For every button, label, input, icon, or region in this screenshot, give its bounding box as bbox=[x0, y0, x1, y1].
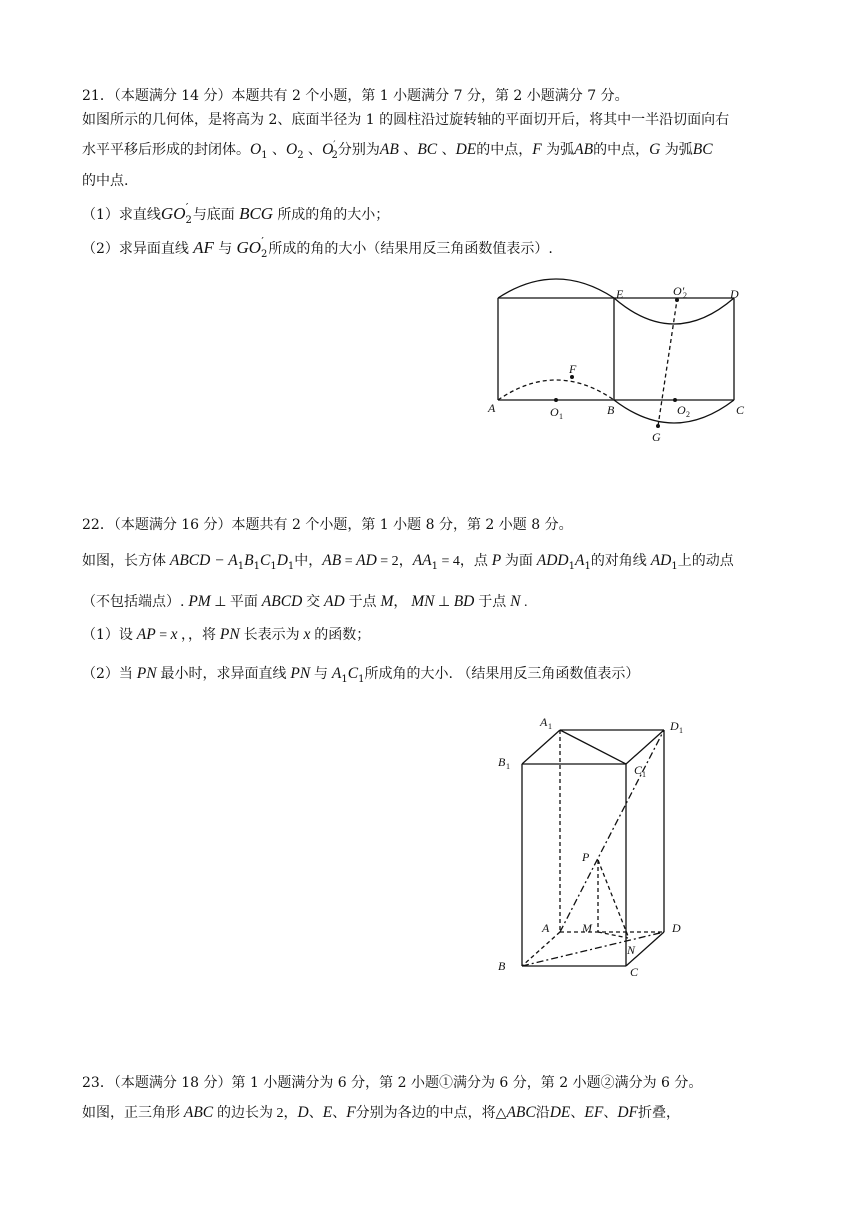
svg-text:2: 2 bbox=[686, 410, 690, 419]
q21-label-O1: O bbox=[550, 405, 559, 419]
q21-label-E: E bbox=[616, 287, 624, 301]
q22-paragraph-line-2: （不包括端点）. PM ⊥ 平面 ABCD 交 AD 于点 M， MN ⊥ BD 于点 N . bbox=[82, 593, 528, 610]
q22-figure bbox=[490, 708, 700, 988]
q21-dashed-GO2prime bbox=[658, 300, 677, 426]
q21-label-D: D bbox=[730, 287, 739, 301]
q22-label-C1: C bbox=[634, 763, 643, 777]
q21-label-A: A bbox=[488, 401, 496, 415]
q22-label-D1: D bbox=[670, 719, 679, 733]
q21-label-F: F bbox=[569, 362, 577, 376]
svg-text:1: 1 bbox=[559, 412, 563, 421]
q22-subquestion-2: （2）当 PN 最小时，求异面直线 PN 与 $A_1C_1$所成角的大小. （结果用反三角函数值表示） bbox=[82, 665, 640, 685]
q21-number: 21． bbox=[82, 88, 114, 104]
q21-header: 21．（本题满分 14 分）本题共有 2 个小题，第 1 小题满分 7 分，第 2 小题满分 7 分。 bbox=[82, 88, 629, 104]
q22-label-C: C bbox=[630, 965, 639, 979]
q21-subquestion-2: （2）求异面直线 AF 与 $GO_2'$ 所成的角的大小（结果用反三角函数值表示）. bbox=[82, 235, 553, 260]
q21-left-hidden-arc bbox=[498, 380, 614, 400]
q21-label-B: B bbox=[607, 403, 615, 417]
q22-paragraph-line-1: 如图，长方体 ABCD − $A_1B_1C_1D_1$中，AB = AD = 2，$AA_1 = 4$，点 P 为面 $ADD_1A_1$的对角线 $AD_1$上的动点 bbox=[82, 552, 734, 572]
q21-label-O2prime: O′ bbox=[673, 284, 685, 298]
svg-text:1: 1 bbox=[679, 726, 683, 735]
q23-number: 23． bbox=[82, 1075, 114, 1091]
q21-subquestion-1: （1）求直线$GO_2'$ 与底面 BCG 所成的角的大小； bbox=[82, 201, 390, 226]
q22-number: 22． bbox=[82, 517, 114, 533]
svg-text:1: 1 bbox=[642, 770, 646, 779]
q21-figure bbox=[480, 278, 760, 448]
q22-label-B: B bbox=[498, 959, 506, 973]
svg-text:1: 1 bbox=[506, 762, 510, 771]
q22-label-P: P bbox=[582, 850, 590, 864]
q22-label-B1: B bbox=[498, 755, 506, 769]
q21-right-bottom-arc bbox=[614, 400, 734, 423]
q23-header: 23．（本题满分 18 分）第 1 小题满分为 6 分，第 2 小题①满分为 6 分，第 2 小题②满分为 6 分。 bbox=[82, 1075, 703, 1091]
q21-paragraph-line-3: 的中点. bbox=[82, 173, 129, 189]
q22-header: 22．（本题满分 16 分）本题共有 2 个小题，第 1 小题 8 分，第 2 小题 8 分。 bbox=[82, 517, 573, 533]
q21-left-top-arc bbox=[498, 279, 614, 298]
svg-text:1: 1 bbox=[548, 722, 552, 731]
q22-label-A: A bbox=[542, 921, 550, 935]
q21-label-O2: O bbox=[677, 403, 686, 417]
q22-label-N: N bbox=[627, 943, 636, 957]
q21-label-G: G bbox=[652, 430, 661, 444]
q22-label-M: M bbox=[582, 921, 592, 935]
q23-paragraph-line-1: 如图，正三角形 ABC 的边长为 2，D、E、F分别为各边的中点，将△ABC沿DE、EF、DF折叠， bbox=[82, 1104, 681, 1121]
q21-paragraph-line-1: 如图所示的几何体，是将高为 2、底面半径为 1 的圆柱沿过旋转轴的平面切开后，将其中一半沿切面向右 bbox=[82, 112, 730, 128]
q21-label-C: C bbox=[736, 403, 745, 417]
q21-paragraph-line-2: 水平平移后形成的封闭体。$O_1$ 、$O_2$ 、$O_{'2}$分别为AB 、BC 、DE的中点，F 为弧AB的中点，G 为弧BC bbox=[82, 139, 713, 161]
q22-subquestion-1: （1）设 AP = x ，，将 PN 长表示为 x 的函数； bbox=[82, 626, 371, 643]
svg-text:2: 2 bbox=[683, 291, 687, 300]
q22-label-A1: A bbox=[540, 715, 548, 729]
q22-label-D: D bbox=[672, 921, 681, 935]
